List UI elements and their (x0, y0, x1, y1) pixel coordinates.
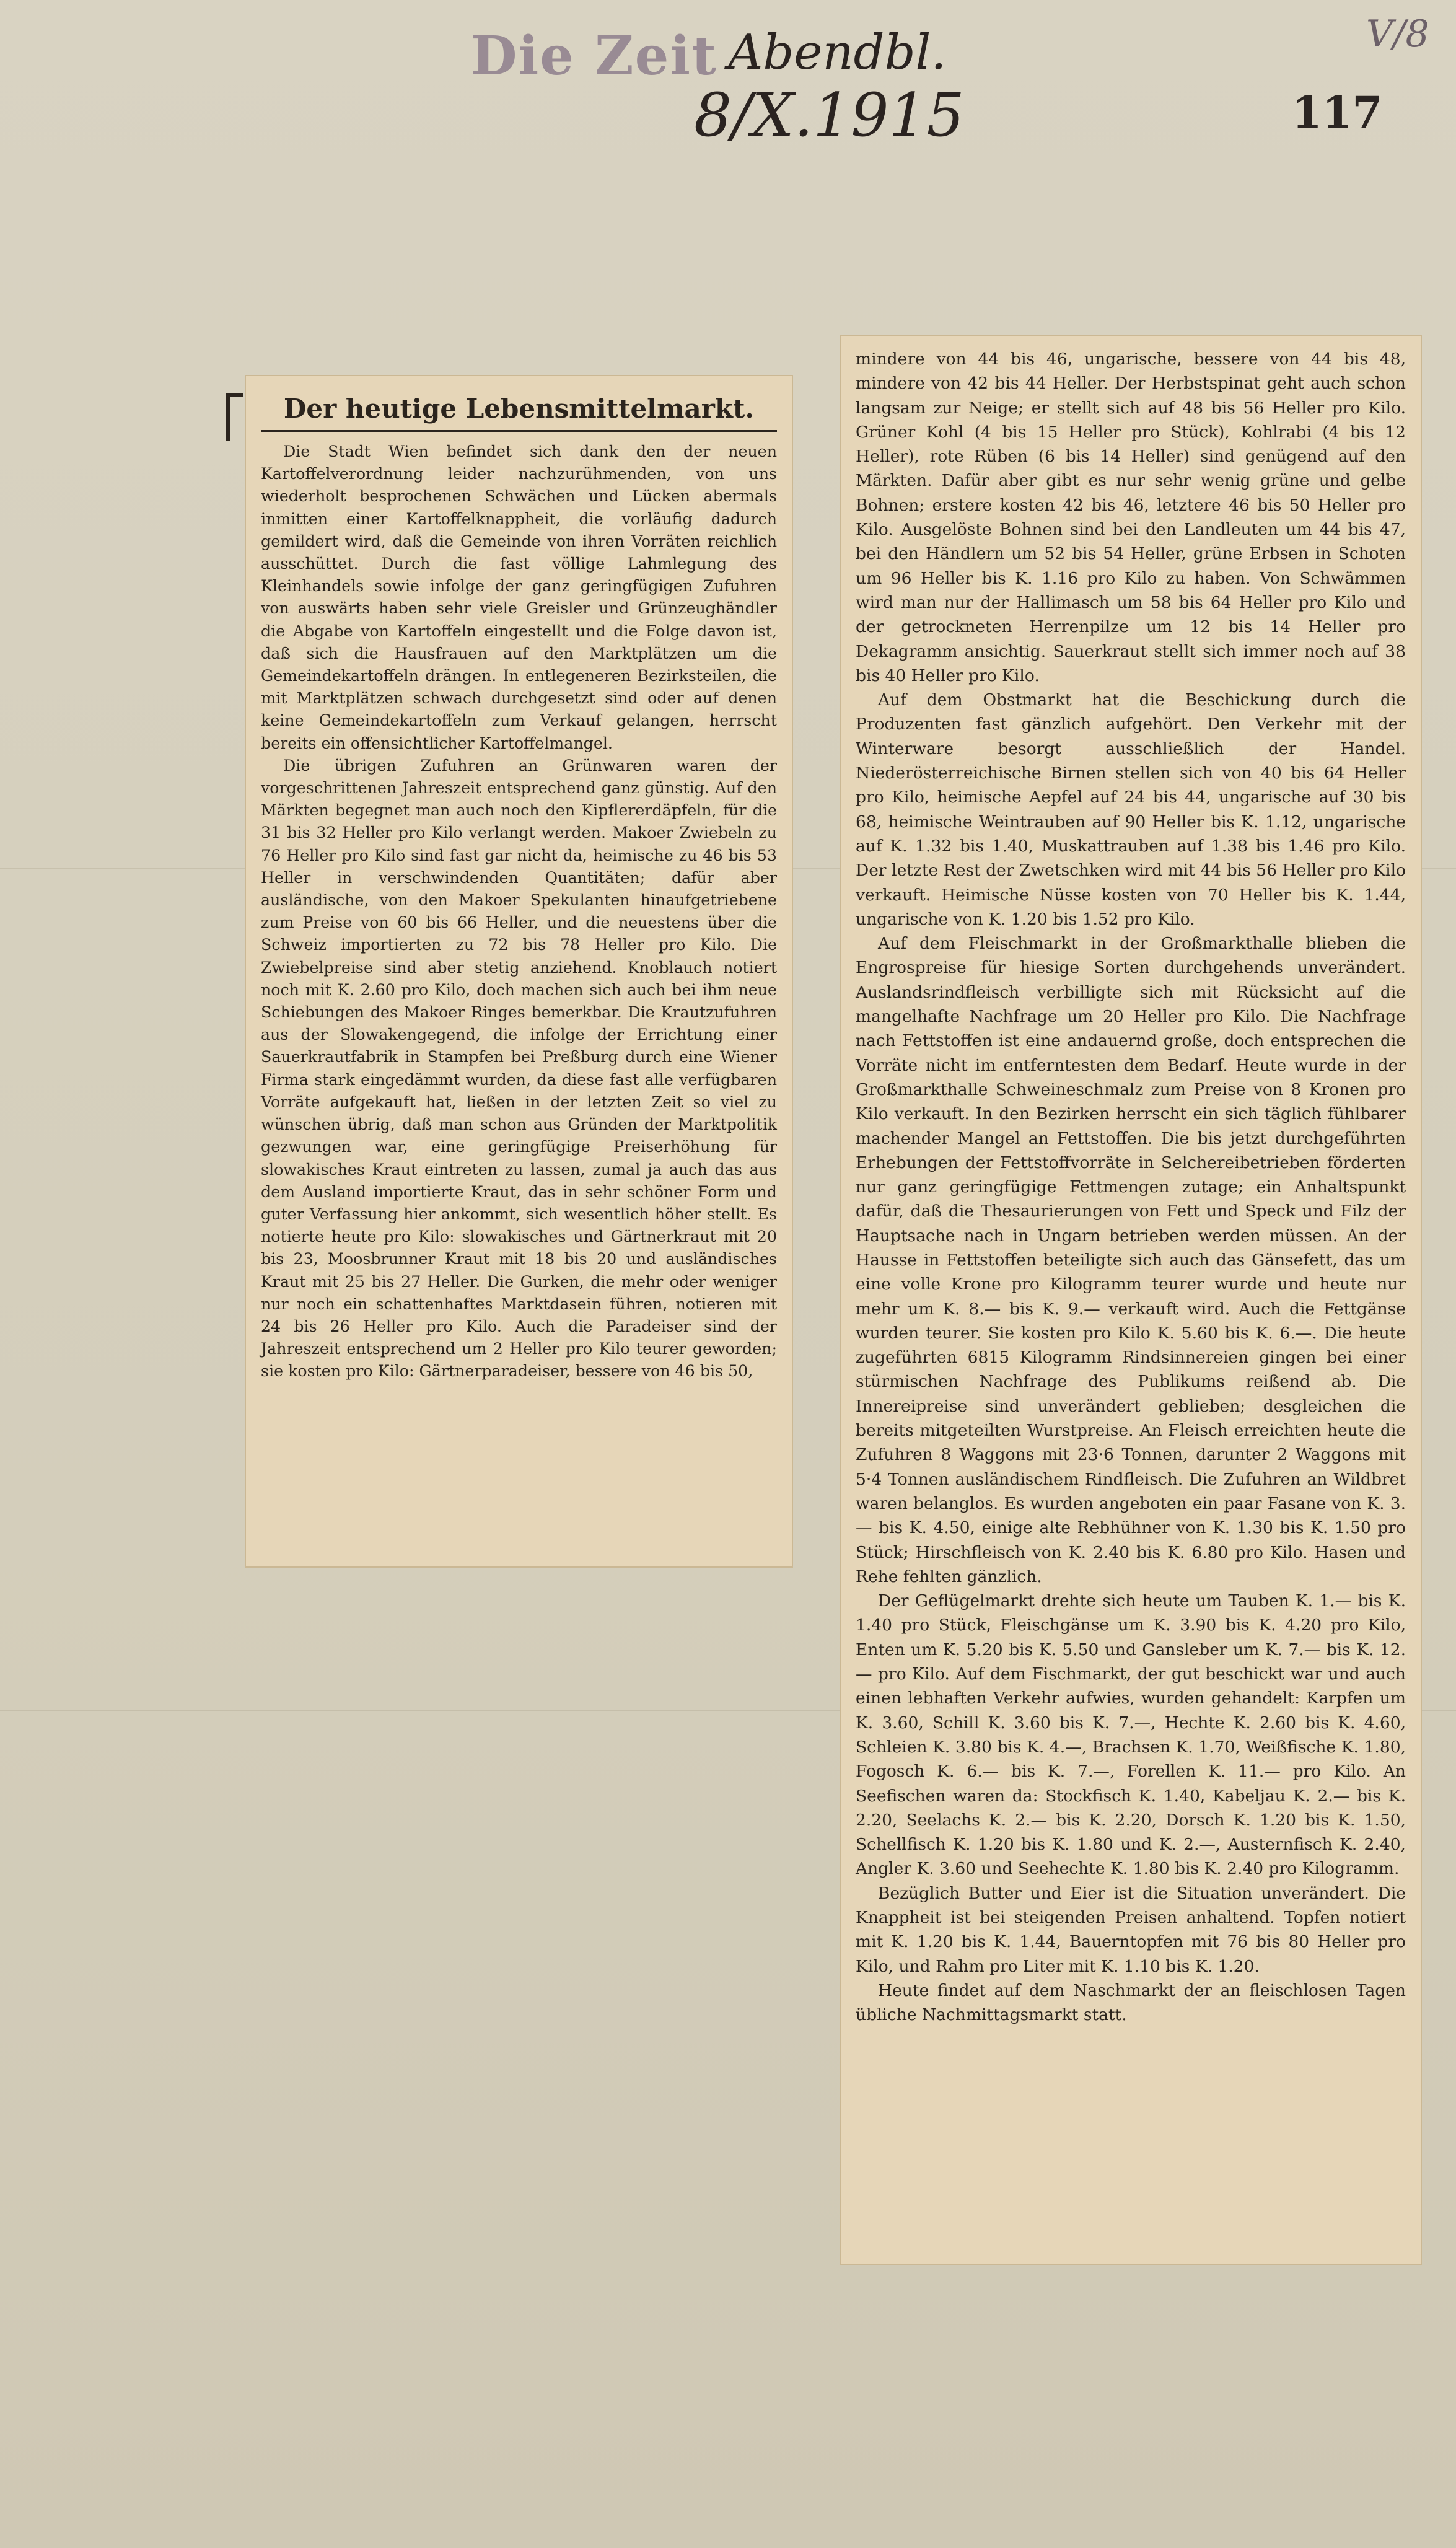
clipping-right-column (840, 335, 1422, 2265)
paragraph: Bezüglich Butter und Eier ist die Situation unverändert. Die Knappheit ist bei steigenden Preisen anhaltend. Topfen notiert mit K. 1.20 bis K. 1.44, Bauerntopfen mit 76 bis 80 Heller pro Kilo, und Rahm pro Liter mit K. 1.10 bis K. 1.20. (856, 1883, 1406, 1976)
paragraph: Die übrigen Zufuhren an Grünwaren waren der vorgeschrittenen Jahreszeit entsprechend ganz günstig. Auf den Märkten begegnet man auch noch den Kipflererdäpfeln, für die 31 bis 32 Heller pro Kilo verlangt werden. Makoer Zwiebeln zu 76 Heller pro Kilo sind fast gar nicht da, heimische zu 46 bis 53 Heller in verschwindenden Quantitäten; dafür aber ausländische, von den Makoer Spekulanten hinaufgetriebene zum Preise von 60 bis 66 Heller, und die neuestens über die Schweiz importierten zu 72 bis 78 Heller pro Kilo. Die Zwiebelpreise sind aber stetig anziehend. Knoblauch notiert noch mit K. 2.60 pro Kilo, doch machen sich auch bei ihm neue Schiebungen des Makoer Ringes bemerkbar. Die Krautzufuhren aus der Slowakengegend, die infolge der Errichtung einer Sauerkrautfabrik in Stampfen bei Preßburg durch eine Wiener Firma stark eingedämmt wurden, da diese fast alle verfügbaren Vorräte aufgekauft hat, ließen in der letzten Zeit so viel zu wünschen übrig, daß man schon aus Gründen der Marktpolitik gezwungen war, eine geringfügige Preiserhöhung für slowakisches Kraut eintreten zu lassen, zumal ja auch das aus dem Ausland importierte Kraut, das in sehr schöner Form und guter Verfassung hier ankommt, sich wesentlich höher stellt. Es notierte heute pro Kilo: slowakisches und Gärtnerkraut mit 20 bis 23, Moosbrunner Kraut mit 18 bis 20 und ausländisches Kraut mit 25 bis 27 Heller. Die Gurken, die mehr oder weniger nur noch ein schattenhaftes Marktdasein führen, notieren mit 24 bis 26 Heller pro Kilo. Auch die Paradeiser sind der Jahreszeit entsprechend um 2 Heller pro Kilo teurer geworden; sie kosten pro Kilo: Gärtnerparadeiser, bessere von 46 bis 50, (261, 756, 777, 1381)
page-number: 117 (1292, 87, 1383, 138)
article-title: Der heutige Lebensmittelmarkt. (261, 393, 777, 432)
paragraph: Heute findet auf dem Naschmarkt der an fleischlosen Tagen übliche Nachmittagsmarkt statt. (856, 1980, 1406, 2025)
newspaper-stamp: Die Zeit (471, 25, 717, 87)
paragraph: Die Stadt Wien befindet sich dank den der neuen Kartoffelverordnung leider nachzurühmenden, von uns wiederholt besprochenen Schwächen und Lücken abermals inmitten einer Kartoffelknappheit, die vorläufig dadurch gemildert wird, daß die Gemeinde von ihren Vorräten reichlich ausschüttet. Durch die fast völlige Lahmlegung des Kleinhandels sowie infolge der ganz geringfügigen Zufuhren von auswärts haben sehr viele Greisler und Grünzeughändler die Abgabe von Kartoffeln eingestellt und die Folge davon ist, daß sich die Hausfrauen auf den Marktplätzen um die Gemeindekartoffeln drängen. In entlegeneren Bezirksteilen, die mit Marktplätzen schwach durchgesetzt sind oder auf denen keine Gemeindekartoffeln zum Verkauf gelangen, herrscht bereits ein offensichtlicher Kartoffelmangel. (261, 442, 777, 752)
paragraph: Auf dem Obstmarkt hat die Beschickung durch die Produzenten fast gänzlich aufgehört. Den Verkehr mit der Winterware besorgt ausschließlich der Handel. Niederösterreichische Birnen stellen sich von 40 bis 64 Heller pro Kilo, heimische Aepfel auf 24 bis 44, ungarische auf 30 bis 68, heimische Weintrauben auf 90 Heller bis K. 1.12, ungarische auf K. 1.32 bis 1.40, Muskattrauben auf 1.38 bis 1.46 pro Kilo. Der letzte Rest der Zwetschken wird mit 44 bis 56 Heller pro Kilo verkauft. Heimische Nüsse kosten von 70 Heller bis K. 1.44, ungarische von K. 1.20 bis 1.52 pro Kilo. (856, 690, 1406, 929)
paragraph: Auf dem Fleischmarkt in der Großmarkthalle blieben die Engrospreise für hiesige Sorten durchgehends unverändert. Auslandsrindfleisch verbilligte sich mit Rücksicht auf die mangelhafte Nachfrage um 20 Heller pro Kilo. Die Nachfrage nach Fettstoffen ist eine andauernd große, doch entsprechen die Vorräte nicht im entferntesten dem Bedarf. Heute wurde in der Großmarkthalle Schweineschmalz zum Preise von 8 Kronen pro Kilo verkauft. In den Bezirken herrscht ein sich täglich fühlbarer machender Mangel an Fettstoffen. Die bis jetzt durchgeführten Erhebungen der Fettstoffvorräte in Selchereibetrieben förderten nur ganz geringfügige Fettmengen zutage; ein Anhaltspunkt dafür, daß die Thesaurierungen von Fett und Speck und Filz der Hauptsache nach in Ungarn betrieben werden müssen. An der Hausse in Fettstoffen beteiligte sich auch das Gänsefett, das um eine volle Krone pro Kilogramm teurer wurde und heute nur mehr um K. 8.— bis K. 9.— verkauft wird. Auch die Fettgänse wurden teurer. Sie kosten pro Kilo K. 5.60 bis K. 6.—. Die heute zugeführten 6815 Kilogramm Rindsinnereien gingen bei einer stürmischen Nachfrage des Publikums reißend ab. Die Innereipreise sind unverändert geblieben; desgleichen die bereits mitgeteilten Wurstpreise. An Fleisch erreichten heute die Zufuhren 8 Waggons mit 23·6 Tonnen, darunter 2 Waggons mit 5·4 Tonnen ausländischem Rindfleisch. Die Zufuhren an Wildbret waren belanglos. Es wurden angeboten ein paar Fasane von K. 3.— bis K. 4.50, einige alte Rebhühner von K. 1.30 bis K. 1.50 pro Stück; Hirschfleisch von K. 2.40 bis K. 6.80 pro Kilo. Hasen und Rehe fehlten gänzlich. (856, 934, 1406, 1586)
paragraph: Der Geflügelmarkt drehte sich heute um Tauben K. 1.— bis K. 1.40 pro Stück, Fleischgänse um K. 3.90 bis K. 4.20 pro Kilo, Enten um K. 5.20 bis K. 5.50 und Gansleber um K. 7.— bis K. 12.— pro Kilo. Auf dem Fischmarkt, der gut beschickt war und auch einen lebhaften Verkehr aufwies, wurden gehandelt: Karpfen um K. 3.60, Schill K. 3.60 bis K. 7.—, Hechte K. 2.60 bis K. 4.60, Schleien K. 3.80 bis K. 4.—, Brachsen K. 1.70, Weißfische K. 1.80, Fogosch K. 6.— bis K. 7.—, Forellen K. 11.— pro Kilo. An Seefischen waren da: Stockfisch K. 1.40, Kabeljau K. 2.— bis K. 2.20, Seelachs K. 2.— bis K. 2.20, Dorsch K. 1.20 bis K. 1.50, Schellfisch K. 1.20 bis K. 1.80 und K. 2.—, Austernfisch K. 2.40, Angler K. 3.60 und Seehechte K. 1.80 bis K. 2.40 pro Kilogramm. (856, 1591, 1406, 1879)
bracket-mark (226, 393, 243, 441)
paragraph: mindere von 44 bis 46, ungarische, bessere von 44 bis 48, mindere von 42 bis 44 Heller. Der Herbstspinat geht auch schon langsam zur Neige; er stellt sich auf 48 bis 56 Heller pro Kilo. Grüner Kohl (4 bis 15 Heller pro Stück), Kohlrabi (4 bis 12 Heller), rote Rüben (6 bis 14 Heller) sind genügend auf den Märkten. Dafür aber gibt es nur sehr wenig grüne und gelbe Bohnen; erstere kosten 42 bis 46, letztere 46 bis 50 Heller pro Kilo. Ausgelöste Bohnen sind bei den Landleuten um 44 bis 47, bei den Händlern um 52 bis 54 Heller, grüne Erbsen in Schoten um 96 Heller bis K. 1.16 pro Kilo zu haben. Von Schwämmen wird man nur der Hallimasch um 58 bis 64 Heller pro Kilo und der getrockneten Herrenpilze um 12 bis 14 Heller pro Dekagramm ansichtig. Sauerkraut stellt sich immer noch auf 38 bis 40 Heller pro Kilo. (856, 349, 1406, 685)
clipping-left-column (245, 375, 793, 1568)
handwritten-edition: Abendbl. (728, 25, 947, 81)
corner-note: V/8 (1366, 12, 1429, 56)
handwritten-date: 8/X.1915 (694, 81, 965, 150)
